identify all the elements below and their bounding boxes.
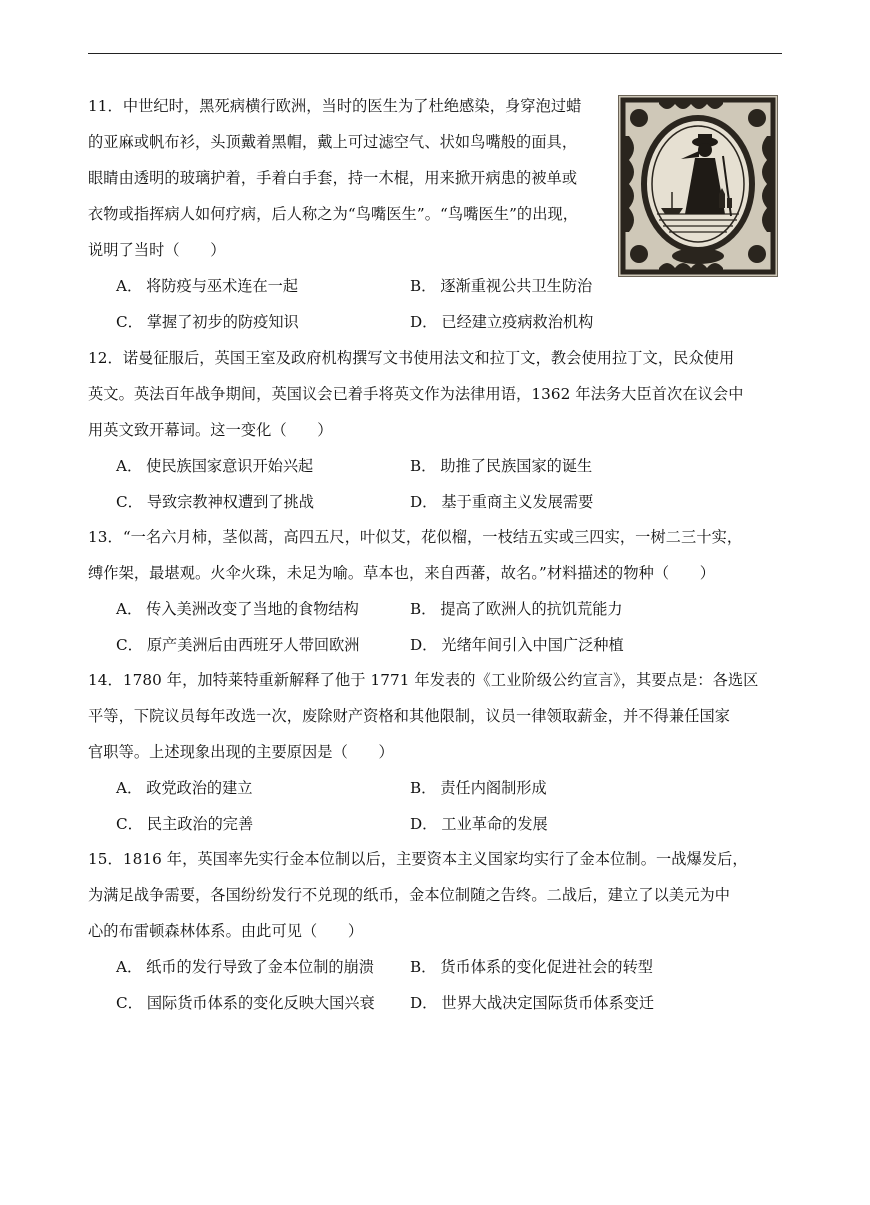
option-text: 纸币的发行导致了金本位制的崩溃 — [146, 958, 374, 976]
question-text-line: 为满足战争需要，各国纷纷发行不兑现的纸币，金本位制随之告终。二战后，建立了以美元为中 — [88, 886, 731, 904]
option-text: 工业革命的发展 — [441, 815, 548, 833]
question-text-line: 官职等。上述现象出现的主要原因是（ ） — [88, 743, 394, 761]
option-letter: B． — [410, 277, 437, 295]
option-text: 已经建立疫病救治机构 — [441, 313, 594, 331]
question-text-line: 眼睛由透明的玻璃护着，手着白手套，持一木棍，用来掀开病患的被单或 — [88, 169, 578, 187]
option-letter: A． — [116, 600, 143, 618]
option-text: 逐渐重视公共卫生防治 — [440, 277, 593, 295]
option-letter: A． — [116, 457, 143, 475]
option-letter: A． — [116, 277, 143, 295]
option-text: 提高了欧洲人的抗饥荒能力 — [440, 600, 623, 618]
option-text: 世界大战决定国际货币体系变迁 — [441, 994, 654, 1012]
question-14 — [88, 662, 782, 842]
question-text-line: 英文。英法百年战争期间，英国议会已着手将英文作为法律用语，1362 年法务大臣首次在议会中 — [88, 385, 744, 403]
option-letter: D． — [410, 636, 438, 654]
option-d[interactable] — [410, 484, 593, 520]
option-text: 导致宗教神权遭到了挑战 — [146, 493, 314, 511]
option-text: 光绪年间引入中国广泛种植 — [441, 636, 624, 654]
option-b[interactable] — [410, 770, 547, 806]
question-11 — [88, 88, 782, 338]
option-text: 基于重商主义发展需要 — [441, 493, 594, 511]
option-letter: B． — [410, 457, 437, 475]
question-text-line: 11．中世纪时，黑死病横行欧洲，当时的医生为了杜绝感染，身穿泡过蜡 — [88, 97, 582, 115]
question-13 — [88, 519, 782, 664]
option-letter: C． — [116, 636, 143, 654]
question-text-line: 衣物或指挥病人如何疗病，后人称之为“鸟嘴医生”。“鸟嘴医生”的出现， — [88, 205, 579, 223]
option-d[interactable] — [410, 806, 548, 842]
option-a[interactable] — [116, 448, 313, 484]
question-text-line: 12．诺曼征服后，英国王室及政府机构撰写文书使用法文和拉丁文，教会使用拉丁文，民众使用 — [88, 349, 735, 367]
question-text-line: 14．1780 年，加特莱特重新解释了他于 1771 年发表的《工业阶级公约宣言》，其要点是：各选区 — [88, 671, 759, 689]
option-c[interactable] — [116, 627, 359, 663]
option-text: 传入美洲改变了当地的食物结构 — [146, 600, 359, 618]
option-letter: A． — [116, 958, 143, 976]
option-letter: D． — [410, 493, 438, 511]
option-letter: C． — [116, 313, 143, 331]
option-letter: C． — [116, 493, 143, 511]
option-letter: C． — [116, 815, 143, 833]
option-b[interactable] — [410, 448, 592, 484]
question-12 — [88, 340, 782, 520]
option-a[interactable] — [116, 949, 374, 985]
option-d[interactable] — [410, 304, 593, 340]
option-text: 责任内阁制形成 — [440, 779, 547, 797]
question-text-line: 缚作架，最堪观。火伞火珠，未足为喻。草本也，来自西蕃，故名。”材料描述的物种（ ） — [88, 564, 716, 582]
question-text-line: 15．1816 年，英国率先实行金本位制以后，主要资本主义国家均实行了金本位制。一战爆发后， — [88, 850, 748, 868]
option-d[interactable] — [410, 627, 624, 663]
option-letter: D． — [410, 313, 438, 331]
option-text: 货币体系的变化促进社会的转型 — [440, 958, 653, 976]
question-text-line: 心的布雷顿森林体系。由此可见（ ） — [88, 922, 364, 940]
question-text-line: 平等，下院议员每年改选一次，废除财产资格和其他限制，议员一律领取薪金，并不得兼任国家 — [88, 707, 731, 725]
question-text-line: 的亚麻或帆布衫，头顶戴着黑帽，戴上可过滤空气、状如鸟嘴般的面具， — [88, 133, 578, 151]
option-text: 使民族国家意识开始兴起 — [146, 457, 314, 475]
option-b[interactable] — [410, 949, 653, 985]
option-letter: B． — [410, 958, 437, 976]
option-letter: D． — [410, 815, 438, 833]
option-letter: A． — [116, 779, 143, 797]
option-letter: B． — [410, 600, 437, 618]
option-c[interactable] — [116, 484, 314, 520]
option-c[interactable] — [116, 304, 299, 340]
option-text: 政党政治的建立 — [146, 779, 253, 797]
option-text: 将防疫与巫术连在一起 — [146, 277, 299, 295]
option-text: 原产美洲后由西班牙人带回欧洲 — [146, 636, 360, 654]
option-text: 民主政治的完善 — [146, 815, 254, 833]
option-text: 国际货币体系的变化反映大国兴衰 — [146, 994, 375, 1012]
option-letter: B． — [410, 779, 437, 797]
option-text: 助推了民族国家的诞生 — [440, 457, 593, 475]
option-c[interactable] — [116, 806, 253, 842]
option-text: 掌握了初步的防疫知识 — [146, 313, 299, 331]
question-text-line: 说明了当时（ ） — [88, 241, 226, 259]
option-c[interactable] — [116, 985, 375, 1021]
option-letter: C． — [116, 994, 143, 1012]
option-a[interactable] — [116, 770, 252, 806]
question-text-line: 13．“一名六月柿，茎似蒿，高四五尺，叶似艾，花似榴，一枝结五实或三四实，一树二三十实， — [88, 528, 743, 546]
option-a[interactable] — [116, 268, 298, 304]
option-a[interactable] — [116, 591, 359, 627]
option-letter: D． — [410, 994, 438, 1012]
question-text-line: 用英文致开幕词。这一变化（ ） — [88, 421, 333, 439]
option-b[interactable] — [410, 268, 592, 304]
question-15 — [88, 841, 782, 1021]
header-rule — [88, 53, 782, 54]
option-d[interactable] — [410, 985, 654, 1021]
option-b[interactable] — [410, 591, 623, 627]
